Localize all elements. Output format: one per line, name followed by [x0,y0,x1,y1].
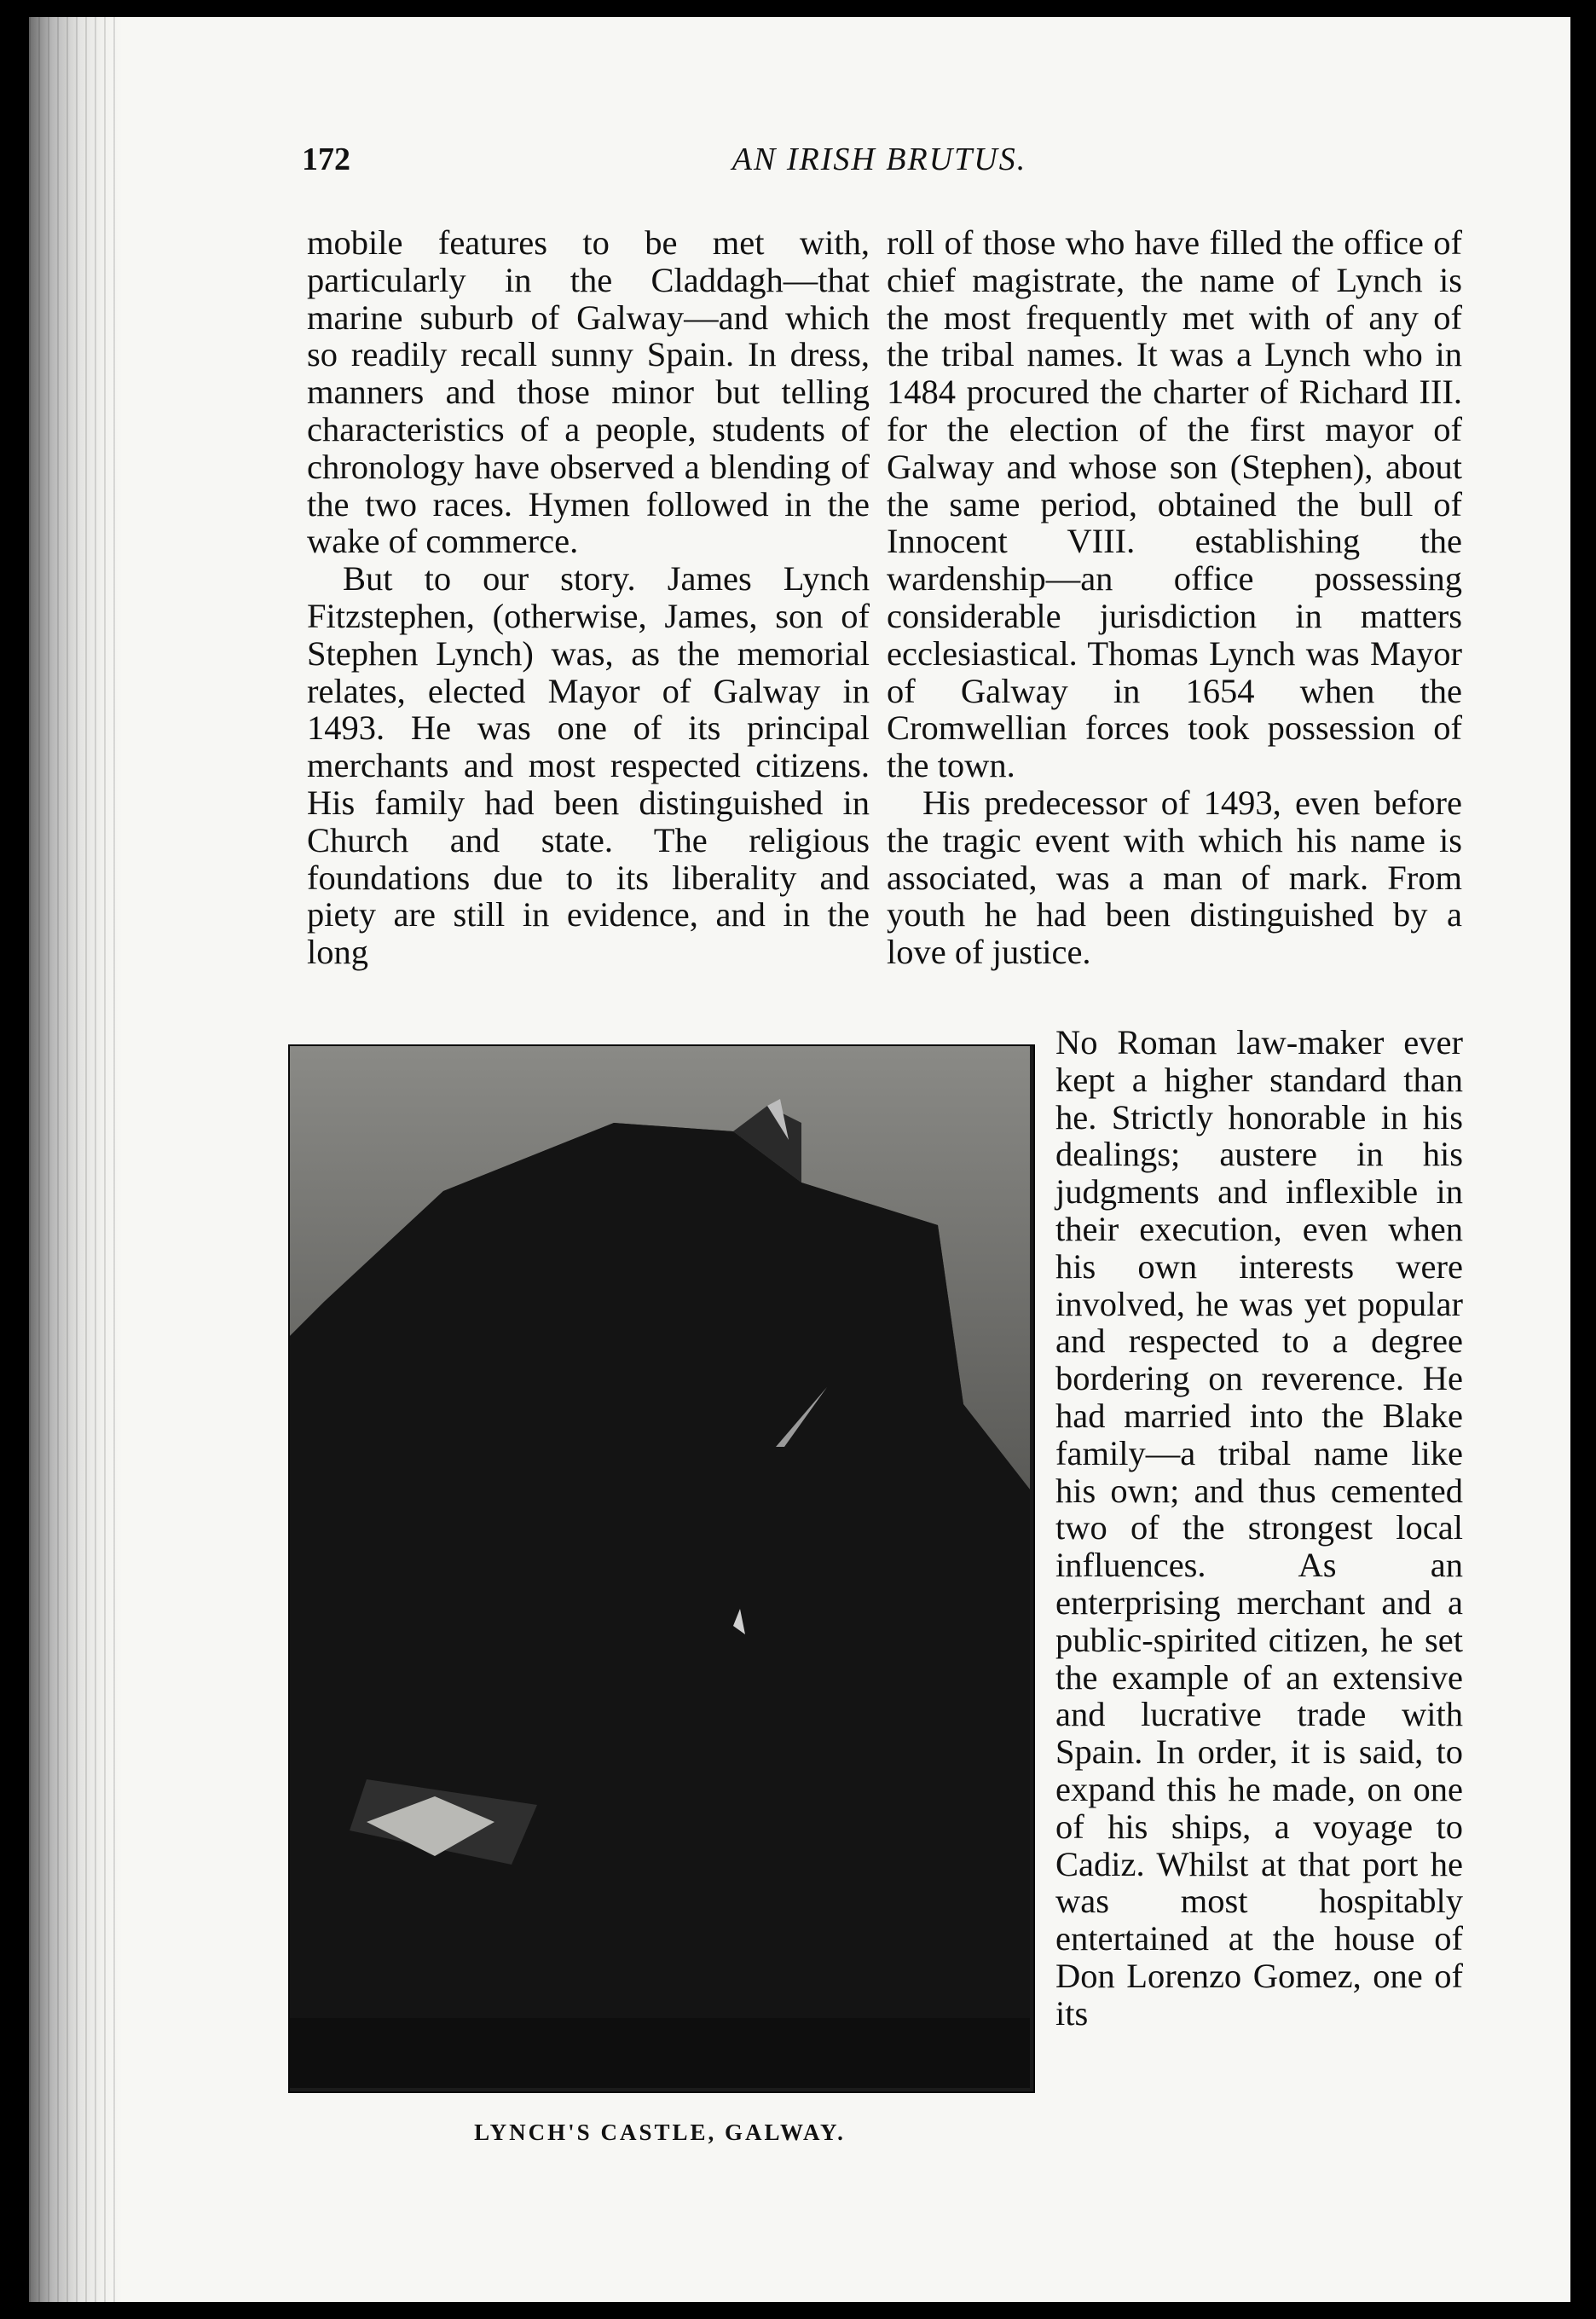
photo-caption: LYNCH'S CASTLE, GALWAY. [474,2119,846,2145]
castle-photograph [288,1044,1035,2093]
castle-photo-illustration [290,1046,1030,2088]
book-spine [29,17,123,2302]
book-page [29,17,1570,2302]
page-header [302,141,1457,192]
page-number: 172 [302,142,350,177]
right-paragraph-2-continued: No Roman law-maker ever kept a higher standard than he. Strictly honorable in his dealings; austere in his judgments and inflexible in their execution, even when his own interests were involved, he was yet popular and respected to a degree bordering on reverence. He had married into the Blake family—a tribal name like his own; and thus cemented two of the strongest local influences. As an enterprising merchant and a public-spirited citizen, he set the example of an extensive and lucrative trade with Spain. In order, it is said, to expand this he made, on one of his ships, a voyage to Cadiz. Whilst at that port he was most hospitably entertained at the house of Don Lorenzo Gomez, one of its [1055,1023,1463,2033]
left-paragraph-1: mobile features to be met with, particularly in the Claddagh—that marine suburb of Galway—and which so readily recall sunny Spain. In dress, manners and those minor but telling characteristics of a people, students of chronology have observed a blending of the two races. Hymen followed in the wake of commerce. [307,223,870,561]
right-column-continued [1055,1024,1463,2033]
right-paragraph-2: His predecessor of 1493, even before the tragic event with which his name is associated, was a man of mark. From youth he had been distinguished by a love of justice. [887,783,1462,972]
left-paragraph-2: But to our story. James Lynch Fitzstephen, (otherwise, James, son of Stephen Lynch) was, as the memorial relates, elected Mayor of Galway in 1493. He was one of its principal merchants and most respected citizens. His family had been distinguished in Church and state. The religious foundations due to its liberality and piety are still in evidence, and in the long [307,559,870,972]
left-column [307,224,870,971]
right-column [887,224,1462,971]
running-title: AN IRISH BRUTUS. [732,142,1027,177]
right-paragraph-1: roll of those who have filled the office of chief magistrate, the name of Lynch is the most frequently met with of any of the tribal names. It was a Lynch who in 1484 procured the charter of Richard III. for the election of the first mayor of Galway and whose son (Stephen), about the same period, obtained the bull of Innocent VIII. establishing the wardenship—an office possessing considerable jurisdiction in matters ecclesiastical. Thomas Lynch was Mayor of Galway in 1654 when the Cromwellian forces took possession of the town. [887,223,1462,785]
